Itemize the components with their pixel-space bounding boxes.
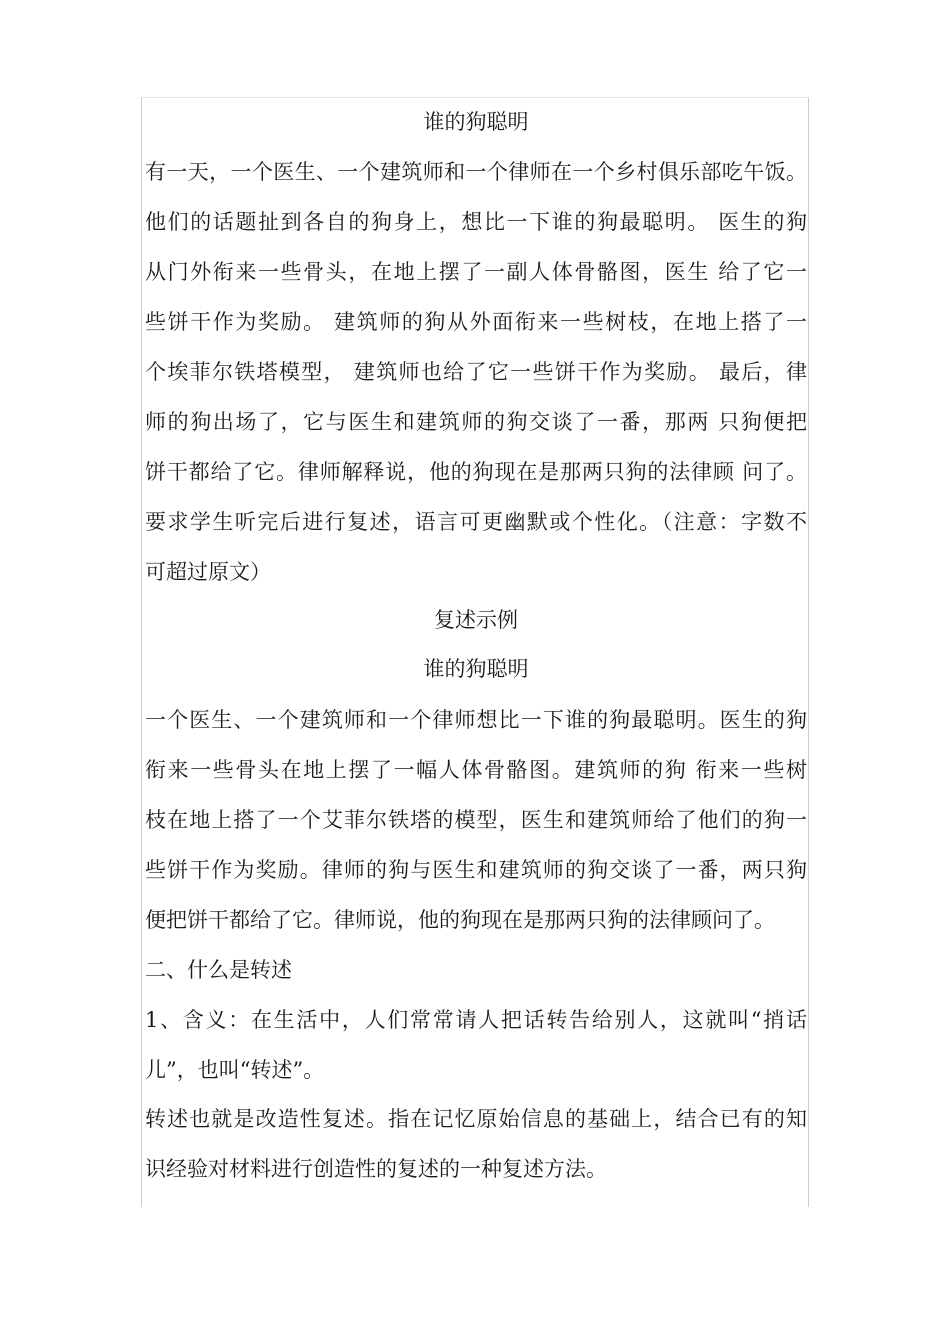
example-heading: 复述示例 [434,608,518,632]
section-heading: 二、什么是转述 [145,958,292,982]
example-title: 谁的狗聪明 [423,657,529,681]
example-line-2: 衔来一些骨头在地上摆了一幅人体骨骼图。建筑师的狗 衔来一些树 [145,758,807,782]
story-line-3: 从门外衔来一些骨头，在地上摆了一副人体骨骼图，医生 给了它一 [145,260,807,284]
story-line-2: 他们的话题扯到各自的狗身上，想比一下谁的狗最聪明。 医生的狗 [145,210,807,234]
story-line-5: 个埃菲尔铁塔模型， 建筑师也给了它一些饼干作为奖励。 最后，律 [145,360,807,384]
story-line-7: 饼干都给了它。律师解释说，他的狗现在是那两只狗的法律顾 问了。 [145,460,807,484]
story-title: 谁的狗聪明 [423,110,529,134]
explanation-line-1: 转述也就是改造性复述。指在记忆原始信息的基础上，结合已有的知 [145,1107,807,1131]
task-line-2: 可超过原文） [145,560,271,584]
example-line-3: 枝在地上搭了一个艾菲尔铁塔的模型，医生和建筑师给了他们的狗一 [145,808,807,832]
definition-line-2: 儿”，也叫“转述”。 [145,1058,325,1082]
example-line-4: 些饼干作为奖励。律师的狗与医生和建筑师的狗交谈了一番，两只狗 [145,858,807,882]
example-line-1: 一个医生、一个建筑师和一个律师想比一下谁的狗最聪明。医生的狗 [145,708,807,732]
example-line-5: 便把饼干都给了它。律师说，他的狗现在是那两只狗的法律顾问了。 [145,908,775,932]
story-line-6: 师的狗出场了，它与医生和建筑师的狗交谈了一番，那两 只狗便把 [145,410,807,434]
story-line-1: 有一天，一个医生、一个建筑师和一个律师在一个乡村俱乐部吃午饭。 [145,160,807,184]
explanation-line-2: 识经验对材料进行创造性的复述的一种复述方法。 [145,1157,607,1181]
definition-line-1: 1、含义：在生活中，人们常常请人把话转告给别人，这就叫“捎话 [145,1008,807,1032]
story-line-4: 些饼干作为奖励。 建筑师的狗从外面衔来一些树枝，在地上搭了一 [145,310,807,334]
task-line-1: 要求学生听完后进行复述，语言可更幽默或个性化。（注意：字数不 [145,510,807,534]
